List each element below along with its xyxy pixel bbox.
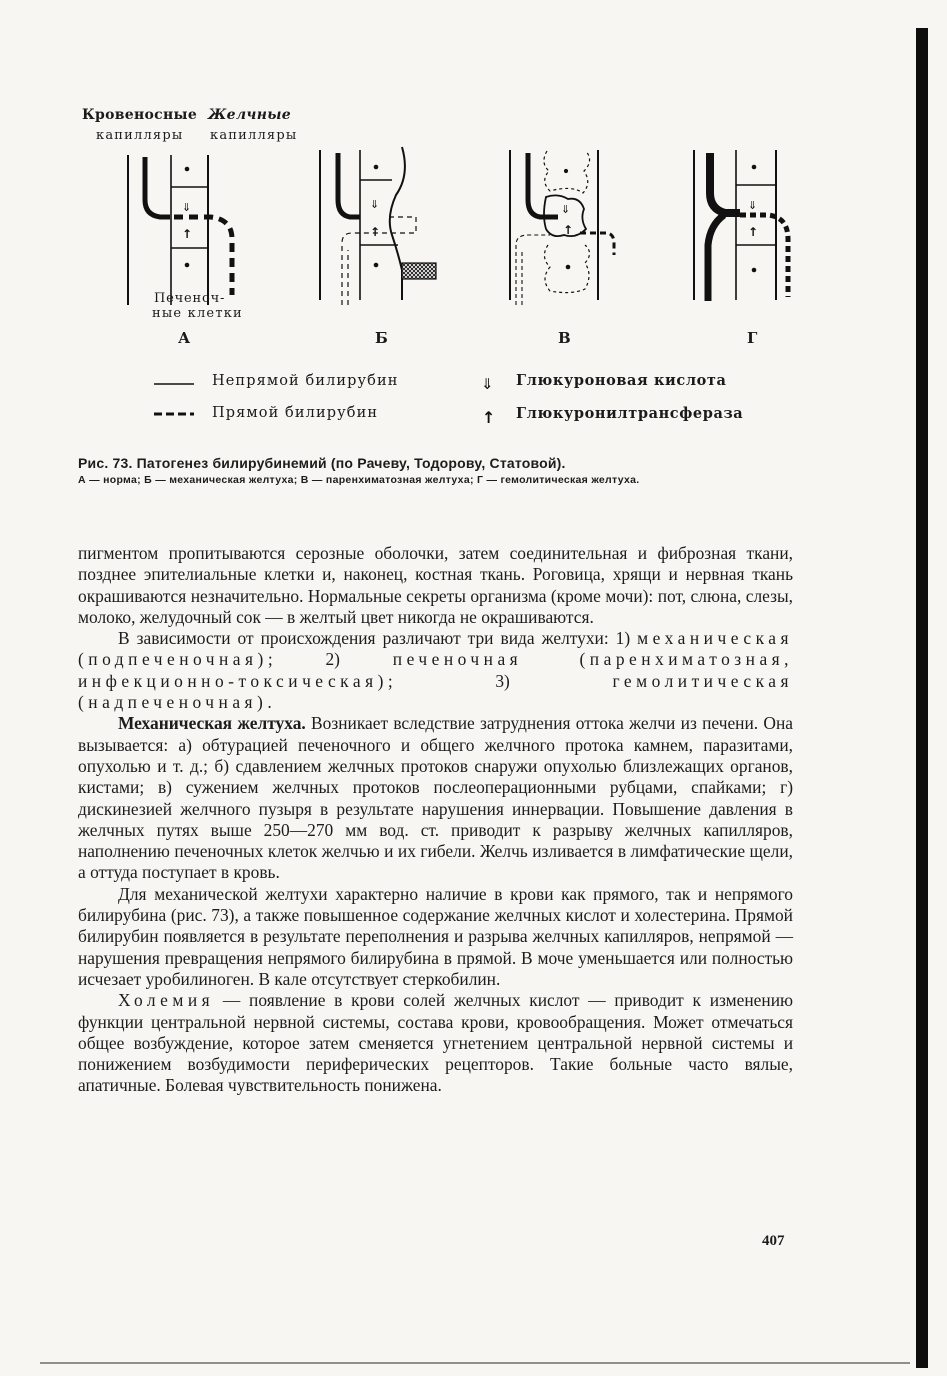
panel-label-g: Г	[747, 329, 758, 347]
legend-direct-bilirubin: Прямой билирубин	[212, 405, 379, 421]
panel-b-diagram	[320, 147, 436, 305]
figure-caption	[78, 455, 793, 486]
paragraph-4: Для механической желтухи характерно наличие в крови как прямого, так и непрямого билирубина (рис. 73), а также повышенное содержание желчных кислот и холестерина. Прямой билирубин появляется в результате переполнения и разрыва желчных капилляров, непрямой — нарушения превращения непрямого билирубина в прямой. В моче уменьшается или полностью исчезает уробилиноген. В кале отсутствует стеркобилин.	[78, 883, 793, 989]
label-liver-cells: Печеноч-	[154, 291, 226, 306]
scan-page-edge	[916, 28, 928, 1368]
paragraph-2	[78, 628, 793, 713]
caption-subtitle: А — норма; Б — механическая желтуха; В — паренхиматозная желтуха; Г — гемолитическая желтуха.	[78, 474, 640, 486]
label-blood-capillaries-2: капилляры	[96, 128, 184, 143]
double-down-arrow-icon: ⇓	[481, 375, 494, 393]
p3-heading: Механическая желтуха.	[118, 713, 306, 734]
legend-indirect-bilirubin: Непрямой билирубин	[212, 373, 399, 389]
paragraph-5	[78, 990, 793, 1096]
svg-text:⇓: ⇓	[561, 203, 571, 216]
panel-a-diagram	[128, 155, 232, 305]
p2-end: .	[267, 692, 272, 713]
panel-d-diagram	[694, 150, 788, 301]
p2-sep-1: ; 2)	[267, 649, 393, 670]
svg-text:⇓: ⇓	[748, 199, 758, 212]
svg-text:↑: ↑	[748, 225, 759, 239]
p3-text: Возникает вследствие затруднения оттока желчи из печени. Она вызывается: а) обтурацией печеночного и общего желчного протока камнем, паразитами, опухолью и т. д.; б) сдавлением желчных протоков снаружи опухолью близлежащих органов, кистами; в) сужением желчных протоков послеоперационными рубцами, спайками; г) дискинезией желчного пузыря в результате нарушения иннервации. Повышение давления в желчных путях выше 250—270 мм вод. ст. приводит к разрыву желчных капилляров, наполнению печеночных клеток желчью и их гибели. Желчь изливается в лимфатические щели, а оттуда поступает в кровь.	[78, 713, 793, 883]
p5-term: Холемия	[118, 990, 215, 1011]
label-bile-capillaries: Желчные	[208, 107, 291, 123]
p2-mechanical: механическая (подпеченочная)	[78, 628, 793, 670]
svg-text:⇓: ⇓	[182, 201, 192, 214]
p2-hepatic: печеночная (паренхиматозная, инфекционно-токсическая)	[78, 649, 794, 691]
page-number: 407	[762, 1233, 785, 1249]
paragraph-1: пигментом пропитываются серозные оболочки, затем соединительная и фиброзная ткани, позднее эпителиальные клетки и, наконец, костная ткань. Роговица, хрящи и нервная ткань окрашиваются незначительно. Нормальные секреты организма (кроме мочи): пот, слюна, слезы, молоко, желудочный сок — в желтый цвет никогда не окрашиваются.	[78, 543, 793, 627]
label-bile-capillaries-2: капилляры	[210, 128, 298, 143]
p2-hemolytic: гемолитическая (надпеченочная)	[78, 670, 793, 713]
p5-text: — появление в крови солей желчных кислот — приводит к изменению функции центральной нервной системы, состава крови, кровообращения. Может отмечаться общее возбуждение, которое затем сменяется угнетением центральной нервной системы и понижением возбудимости периферических рецепторов. Такие больные часто вялые, апатичные. Болевая чувствительность понижена.	[78, 990, 793, 1096]
p2-sep-2: ; 3)	[387, 670, 613, 691]
svg-text:↑: ↑	[563, 223, 574, 237]
svg-text:↑: ↑	[182, 227, 193, 241]
scan-bottom-line	[40, 1362, 910, 1364]
label-blood-capillaries: Кровеносные	[82, 107, 198, 123]
caption-title: Рис. 73. Патогенез билирубинемий (по Рачеву, Тодорову, Статовой).	[78, 455, 566, 471]
label-liver-cells-2: ные клетки	[152, 306, 243, 321]
svg-text:⇓: ⇓	[370, 198, 380, 211]
legend-glucuronic-acid: Глюкуроновая кислота	[516, 372, 727, 389]
panel-label-v: В	[558, 329, 571, 347]
body-text	[78, 543, 793, 1097]
paragraph-3	[78, 713, 793, 883]
legend-glucuronyltransferase: Глюкуронилтрансфераза	[516, 405, 744, 422]
figure-73-diagram	[80, 105, 800, 455]
p2-intro: В зависимости от происхождения различают три вида желтухи: 1)	[118, 628, 638, 649]
svg-text:↑: ↑	[370, 225, 381, 239]
figure-73	[80, 105, 800, 455]
panel-c-diagram	[510, 150, 614, 305]
panel-label-b: Б	[375, 329, 388, 347]
panel-label-a: А	[178, 329, 191, 347]
up-arrow-icon: ↑	[482, 408, 496, 427]
